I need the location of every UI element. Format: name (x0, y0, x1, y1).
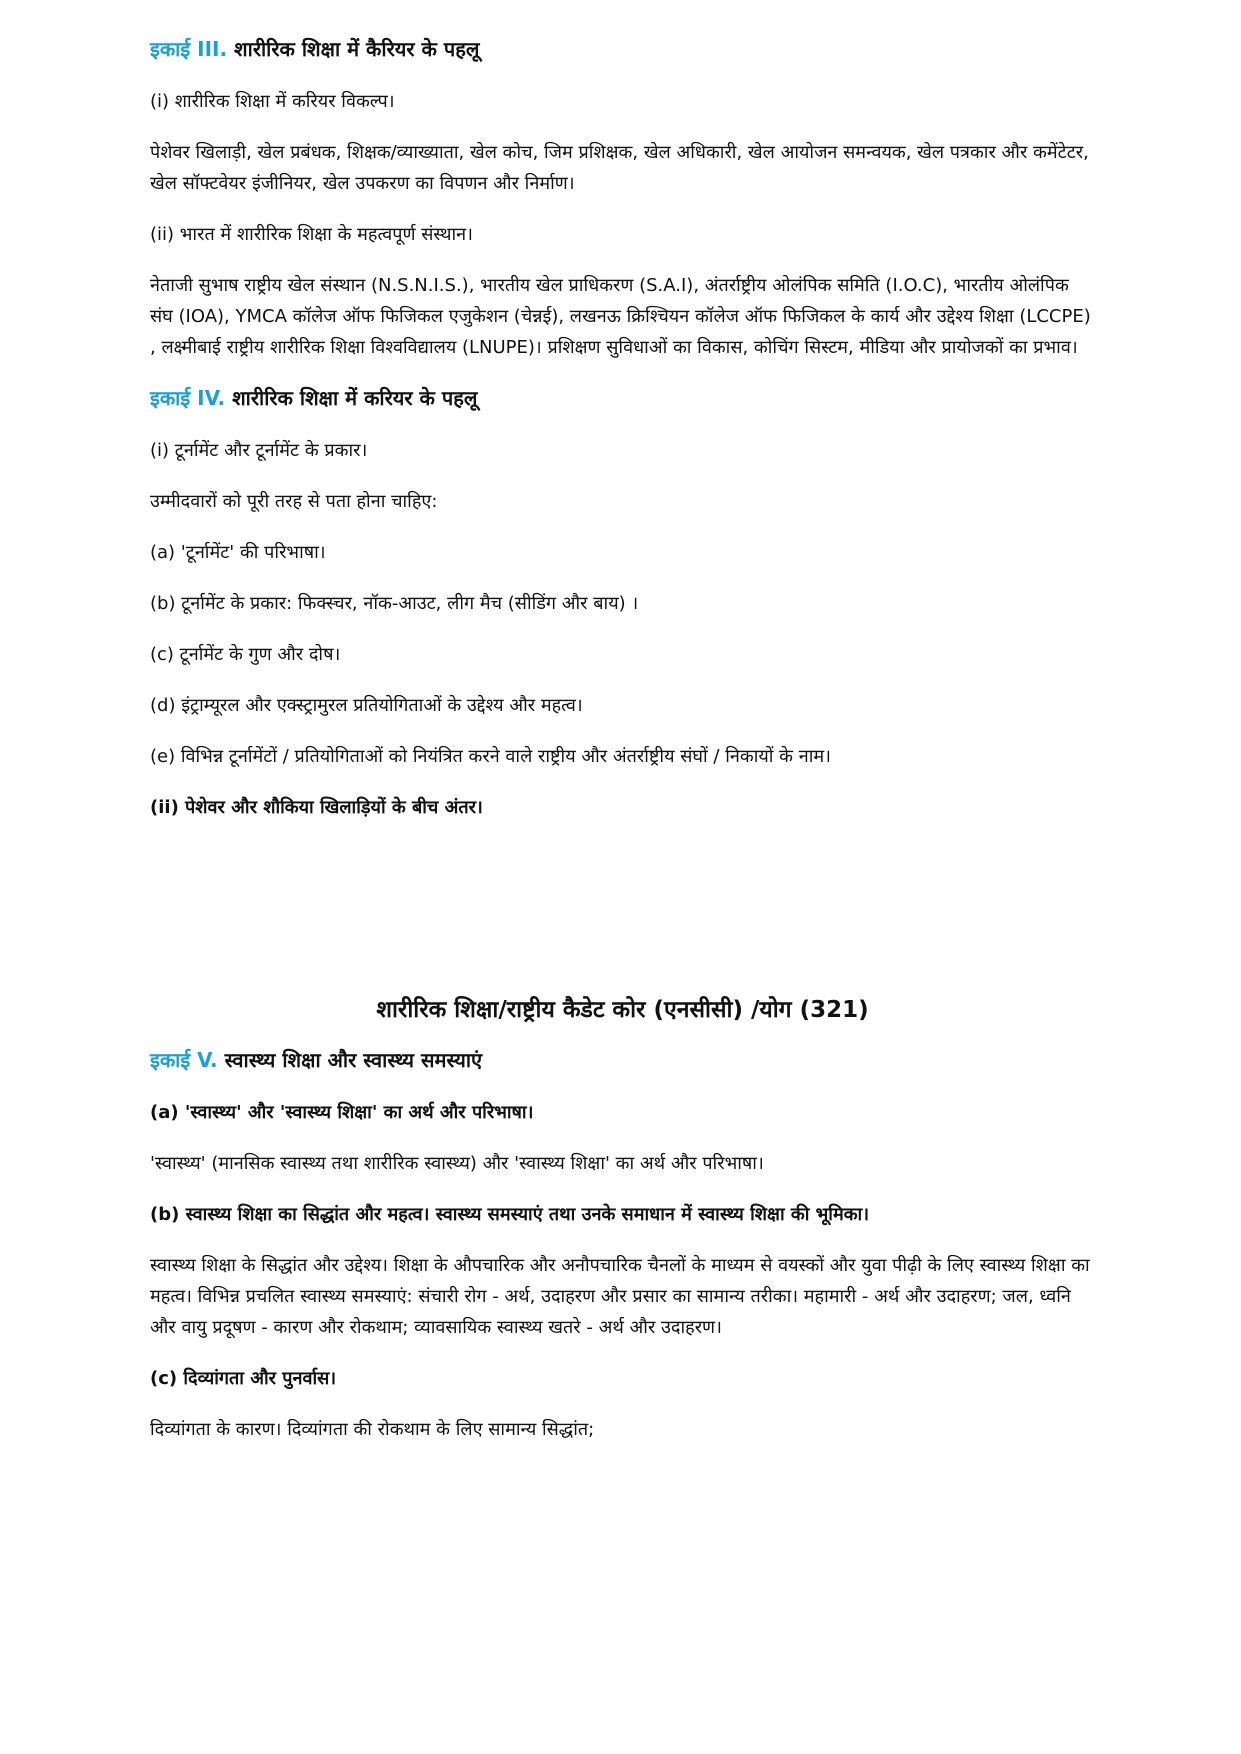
unit-4-item-d: (d) इंट्राम्यूरल और एक्स्ट्रामुरल प्रतियोगिताओं के उद्देश्य और महत्व। (150, 695, 583, 716)
unit-3-para-i: पेशेवर खिलाड़ी, खेल प्रबंधक, शिक्षक/व्याख्याता, खेल कोच, जिम प्रशिक्षक, खेल अधिकारी, खेल आयोजन समन्वयक, खेल पत्रकार और कमेंटेटर, खेल सॉफ्टवेयर इंजीनियर, खेल उपकरण का विपणन और निर्माण। (150, 142, 1089, 194)
unit-5-para-b: स्वास्थ्य शिक्षा के सिद्धांत और उद्देश्य। शिक्षा के औपचारिक और अनौपचारिक चैनलों के माध्यम से वयस्कों और युवा पीढ़ी के लिए स्वास्थ्य शिक्षा का महत्व। विभिन्न प्रचलित स्वास्थ्य समस्याएं: संचारी रोग - अर्थ, उदाहरण और प्रसार का सामान्य तरीका। महामारी - अर्थ और उदाहरण; जल, ध्वनि और वायु प्रदूषण - कारण और रोकथाम; व्यावसायिक स्वास्थ्य खतरे - अर्थ और उदाहरण। (150, 1255, 1090, 1338)
unit-5-sub-a: (a) 'स्वास्थ्य' और 'स्वास्थ्य शिक्षा' का अर्थ और परिभाषा। (150, 1102, 534, 1123)
course-title: शारीरिक शिक्षा/राष्ट्रीय कैडेट कोर (एनसीसी) /योग (321) (376, 997, 869, 1023)
unit-5-title: स्वास्थ्य शिक्षा और स्वास्थ्य समस्याएं (224, 1048, 483, 1072)
unit-3-sub-i: (i) शारीरिक शिक्षा में करियर विकल्प। (150, 91, 395, 112)
unit-3-title: शारीरिक शिक्षा में कैरियर के पहलू (234, 37, 480, 61)
unit-3-heading (150, 34, 1095, 64)
unit-4-sub-ii: (ii) पेशेवर और शौकिया खिलाड़ियों के बीच अंतर। (150, 797, 483, 818)
unit-5-sub-c: (c) दिव्यांगता और पुनर्वास। (150, 1368, 337, 1389)
unit-3-sub-ii: (ii) भारत में शारीरिक शिक्षा के महत्वपूर्ण संस्थान। (150, 224, 473, 245)
unit-4-heading (150, 383, 1095, 413)
unit-4-sub-i: (i) टूर्नामेंट और टूर्नामेंट के प्रकार। (150, 440, 368, 461)
unit-3-label: इकाई III. (150, 37, 228, 61)
document-page (150, 34, 1095, 1465)
unit-5-heading (150, 1045, 1095, 1075)
unit-4-item-c: (c) टूर्नामेंट के गुण और दोष। (150, 644, 341, 665)
unit-5-para-c: दिव्यांगता के कारण। दिव्यांगता की रोकथाम के लिए सामान्य सिद्धांत; (150, 1419, 595, 1440)
unit-4-item-b: (b) टूर्नामेंट के प्रकार: फिक्स्चर, नॉक-आउट, लीग मैच (सीडिंग और बाय) । (150, 593, 639, 614)
unit-4-item-e: (e) विभिन्न टूर्नामेंटों / प्रतियोगिताओं को नियंत्रित करने वाले राष्ट्रीय और अंतर्राष्ट्रीय संघों / निकायों के नाम। (150, 746, 831, 767)
unit-5-label: इकाई V. (150, 1048, 218, 1072)
page-spacer (150, 843, 1095, 993)
unit-4-title: शारीरिक शिक्षा में करियर के पहलू (232, 386, 478, 410)
unit-3-para-ii: नेताजी सुभाष राष्ट्रीय खेल संस्थान (N.S.N.I.S.), भारतीय खेल प्राधिकरण (S.A.I), अंतर्राष्ट्रीय ओलंपिक समिति (I.O.C), भारतीय ओलंपिक संघ (IOA), YMCA कॉलेज ऑफ फिजिकल एजुकेशन (चेन्नई), लखनऊ क्रिश्चियन कॉलेज ऑफ फिजिकल के कार्य और उद्देश्य शिक्षा (LCCPE) , लक्ष्मीबाई राष्ट्रीय शारीरिक शिक्षा विश्वविद्यालय (LNUPE)। प्रशिक्षण सुविधाओं का विकास, कोचिंग सिस्टम, मीडिया और प्रायोजकों का प्रभाव। (150, 275, 1091, 358)
unit-5-para-a: 'स्वास्थ्य' (मानसिक स्वास्थ्य तथा शारीरिक स्वास्थ्य) और 'स्वास्थ्य शिक्षा' का अर्थ और परिभाषा। (150, 1153, 764, 1174)
unit-5-sub-b: (b) स्वास्थ्य शिक्षा का सिद्धांत और महत्व। स्वास्थ्य समस्याएं तथा उनके समाधान में स्वास्थ्य शिक्षा की भूमिका। (150, 1204, 870, 1225)
unit-4-label: इकाई IV. (150, 386, 226, 410)
unit-4-intro: उम्मीदवारों को पूरी तरह से पता होना चाहिए: (150, 491, 438, 512)
unit-4-item-a: (a) 'टूर्नामेंट' की परिभाषा। (150, 542, 326, 563)
